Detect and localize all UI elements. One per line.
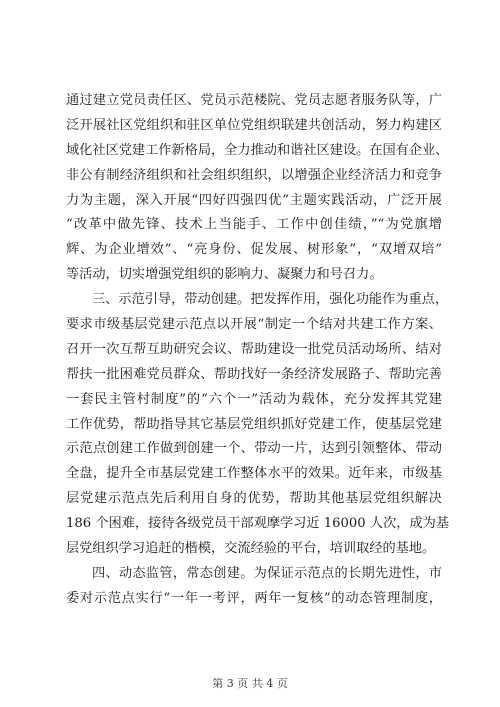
text-line: 力为主题，深入开展“四好四强四优”主题实践活动，广泛开展: [66, 192, 442, 208]
text-line: “改革中做先锋、技术上当能手、工作中创佳绩，”“为党旗增: [66, 217, 442, 233]
text-line: 委对示范点实行“一年一考评，两年一复核”的动态管理制度，: [66, 590, 442, 606]
text-line: 工作优势，帮助指导其它基层党组织抓好党建工作，使基层党建: [66, 416, 442, 432]
text-line: 泛开展社区党组织和驻区单位党组织联建共创活动，努力构建区: [66, 117, 442, 133]
text-line: 一套民主管村制度”的“六个一”活动为载体，充分发挥其党建: [66, 391, 442, 407]
text-line: 层党组织学习追赶的楷模，交流经验的平台，培训取经的基地。: [66, 541, 436, 557]
text-line: 域化社区党建工作新格局，全力推动和谐社区建设。在国有企业、: [66, 142, 449, 158]
text-line: 全盘，提升全市基层党建工作整体水平的效果。近年来，市级基: [66, 466, 442, 482]
text-line: 通过建立党员责任区、党员示范楼院、党员志愿者服务队等，广: [66, 93, 442, 108]
text-line: 帮扶一批困难党员群众、帮助找好一条经济发展路子、帮助完善: [66, 366, 442, 382]
text-line: 召开一次互帮互助研究会议、帮助建设一批党员活动场所、结对: [66, 341, 442, 357]
body-text: [66, 89, 450, 612]
text-line: 四、动态监管，常态创建。为保证示范点的长期先进性，市: [92, 565, 442, 581]
page-footer: 第 3 页 共 4 页: [212, 677, 288, 690]
text-line: 186 个困难，接待各级党员干部观摩学习近 16000 人次，成为基: [66, 516, 450, 532]
text-line: 层党建示范点先后利用自身的优势，帮助其他基层党组织解决: [66, 491, 442, 507]
text-line: 等活动，切实增强党组织的影响力、凝聚力和号召力。: [66, 267, 383, 283]
text-line: 辉、为企业增效”、“亮身份、促发展、树形象”，“双增双培”: [66, 242, 442, 258]
text-line: 示范点创建工作做到创建一个、带动一片，达到引领整体、带动: [66, 441, 442, 457]
text-line: 三、示范引导，带动创建。把发挥作用，强化功能作为重点，: [92, 292, 449, 308]
text-line: 要求市级基层党建示范点以开展“制定一个结对共建工作方案、: [66, 317, 442, 333]
text-line: 非公有制经济组织和社会组织组织，以增强企业经济活力和竞争: [66, 167, 442, 183]
